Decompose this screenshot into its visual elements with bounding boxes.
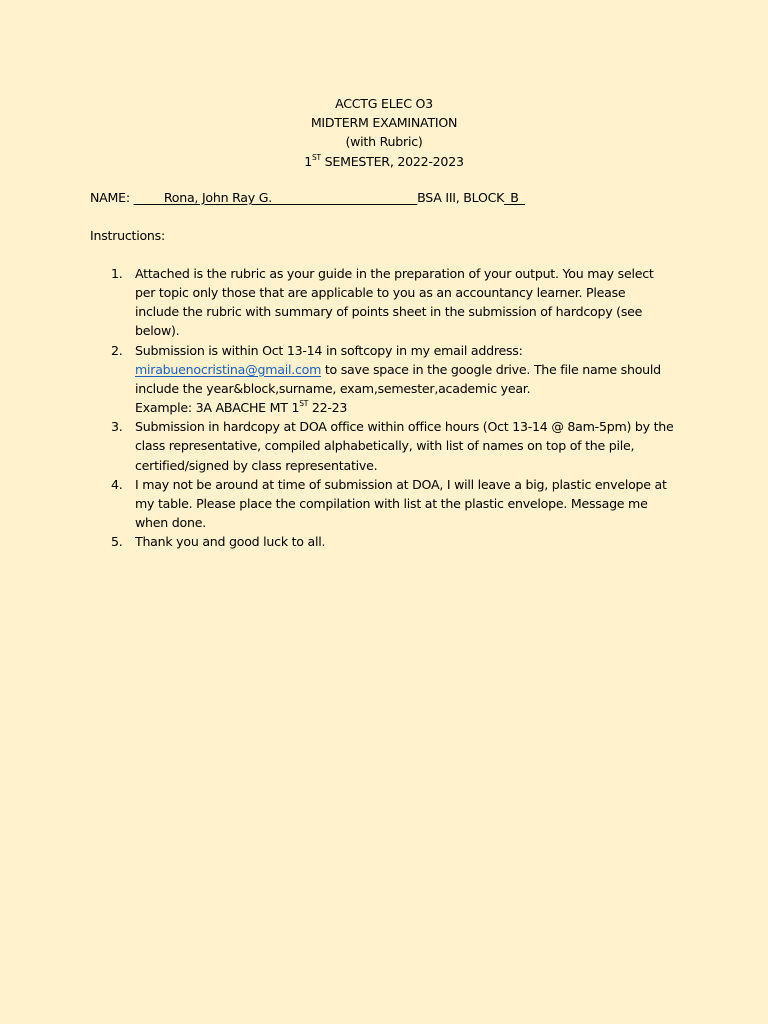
list-item-text: certified/signed by class representative. [135,457,378,473]
list-item-text: include the year&block,surname, exam,semester,academic year. [135,380,531,396]
list-item-text: when done. [135,515,206,531]
list-item-text [135,360,690,379]
list-item-text: Submission is within Oct 13-14 in softcopy in my email address: [135,342,523,358]
list-item-number: 1. [111,266,123,281]
list-item [90,341,690,418]
list-item [90,475,690,532]
filename-example [135,398,690,417]
program-label: BSA III, BLOCK [417,190,505,205]
list-item-text: include the rubric with summary of points sheet in the submission of hardcopy (see [135,304,643,320]
list-item [90,532,690,551]
student-name-line [90,188,525,207]
email-link[interactable]: mirabuenocristina@gmail.com [135,361,322,377]
list-item-text: I may not be around at time of submission at DOA, I will leave a big, plastic envelope at [135,476,667,492]
course-code: ACCTG ELEC O3 [335,96,433,111]
list-item-text: below). [135,323,180,339]
list-item-number: 2. [111,342,123,358]
list-item-text-rest: to save space in the google drive. The file name should [321,361,661,377]
list-item-text: Submission in hardcopy at DOA office within office hours (Oct 13-14 @ 8am-5pm) by the [135,419,674,435]
student-name: _____Rona, John Ray G.________________________ [133,190,418,205]
list-item-number: 3. [111,419,123,435]
semester-line [0,152,768,171]
exam-title: MIDTERM EXAMINATION [310,115,458,131]
example-text: Example: 3A ABACHE MT 1 [135,400,300,416]
instructions-list [90,264,690,551]
semester-text: SEMESTER, 2022-2023 [320,153,464,169]
instructions-heading: Instructions: [90,228,165,243]
list-item-text: Thank you and good luck to all. [135,534,326,550]
example-ordinal: ST [299,399,309,409]
example-year: 22-23 [308,400,348,416]
list-item [90,417,690,474]
list-item-text: per topic only those that are applicable to you as an accountancy learner. Please [135,285,626,301]
semester-ordinal: ST [312,152,321,162]
document-header [0,94,768,171]
rubric-note: (with Rubric) [345,134,423,150]
semester-number: 1 [304,153,313,169]
name-label: NAME: [90,190,134,205]
list-item-text: Attached is the rubric as your guide in the preparation of your output. You may select [135,266,654,281]
block-value: _B_ [504,190,525,205]
list-item-number: 4. [111,476,123,492]
list-item [90,264,690,341]
list-item-text: class representative, compiled alphabetically, with list of names on top of the pile, [135,438,635,454]
list-item-number: 5. [111,534,123,550]
list-item-text: my table. Please place the compilation with list at the plastic envelope. Message me [135,495,648,511]
